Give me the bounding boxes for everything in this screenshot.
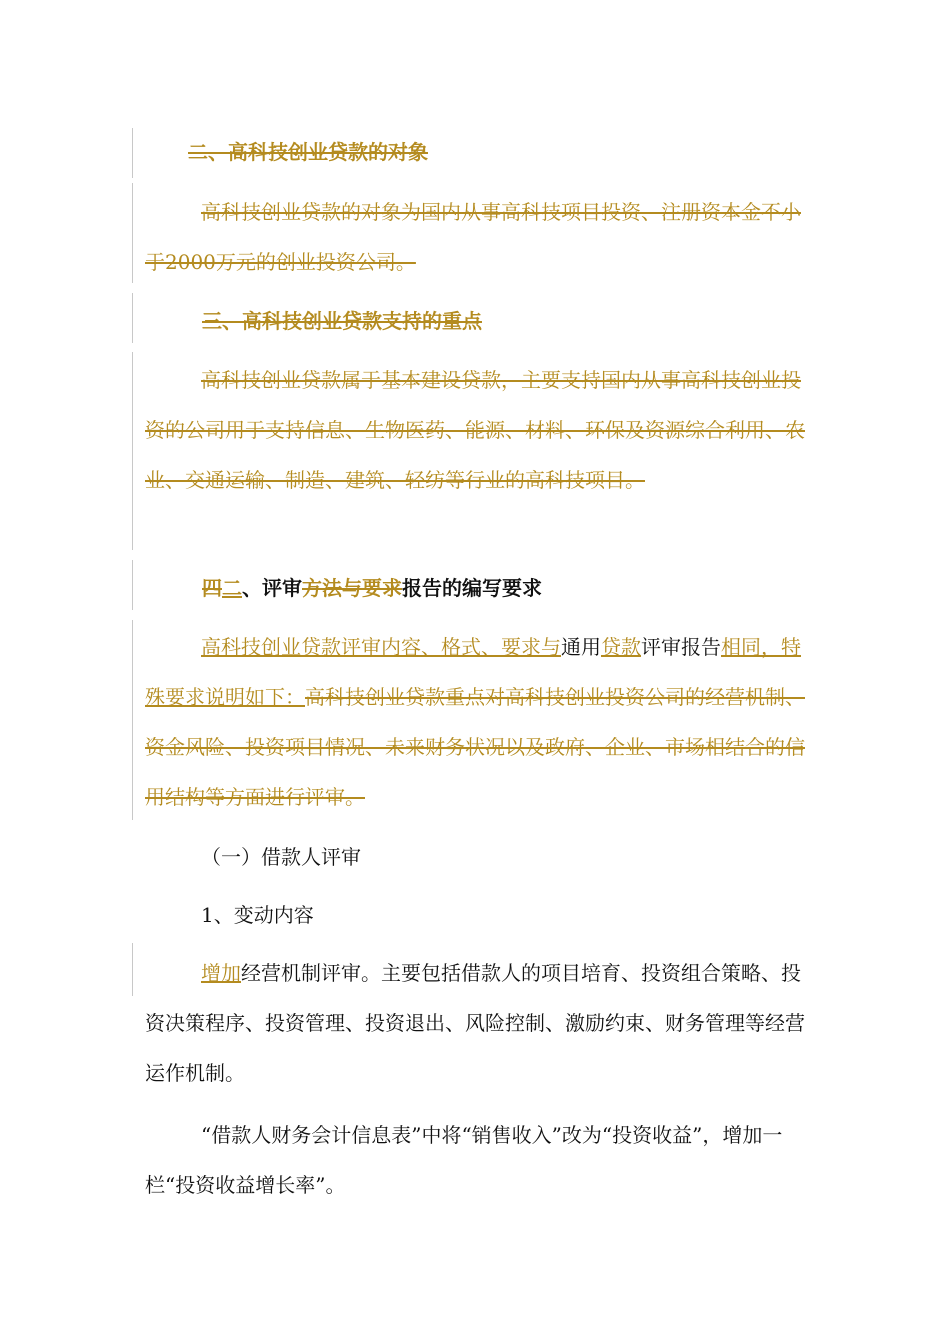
- body-text: 经营机制评审。主要包括借款人的项目培育、投资组合策略、投资决策程序、投资管理、投资退出、风险控制、激励约束、财务管理等经营运作机制。: [145, 961, 805, 1085]
- inserted-text: 相同，特殊要求说明如下：: [145, 635, 801, 709]
- heading-text: 报告的编写要求: [402, 576, 542, 600]
- deleted-text: 二、高科技创业贷款的对象: [188, 140, 428, 164]
- inserted-text: 贷款: [601, 635, 641, 659]
- deleted-text: 三、高科技创业贷款支持的重点: [202, 309, 482, 333]
- section-2-heading: [188, 127, 808, 177]
- deleted-text: 高科技创业贷款重点对高科技创业投资公司的经营机制、资金风险、投资项目情况、未来财务状况以及政府、企业、市场相结合的信用结构等方面进行评审。: [145, 685, 805, 809]
- section-3-body: [145, 355, 810, 505]
- section-4-body: [145, 622, 810, 822]
- paragraph-operating-mechanism: [145, 948, 810, 1098]
- change-bar: [132, 293, 133, 343]
- inserted-text: 高科技创业贷款评审内容、格式、要求与: [201, 635, 561, 659]
- inserted-text: 增加: [201, 961, 241, 985]
- change-bar: [132, 183, 133, 283]
- deleted-text: 高科技创业贷款的对象为国内从事高科技项目投资、注册资本金不小于2000万元的创业投资公司。: [145, 200, 801, 274]
- deleted-text: 方法与要求: [302, 576, 402, 600]
- section-3-heading: [202, 296, 808, 346]
- deleted-text: 四: [202, 576, 222, 600]
- subheading-text: 1、变动内容: [201, 903, 314, 927]
- section-4-heading: [202, 563, 808, 613]
- section-2-body: [145, 187, 810, 287]
- subheading-changes: [145, 890, 810, 940]
- body-text: 通用: [561, 635, 601, 659]
- inserted-text: 二: [222, 576, 242, 600]
- body-text: 评审报告: [641, 635, 721, 659]
- subheading-borrower-review: [145, 832, 810, 882]
- body-text: “借款人财务会计信息表”中将“销售收入”改为“投资收益”，增加一栏“投资收益增长率”。: [145, 1123, 783, 1197]
- paragraph-financial-table: [145, 1110, 810, 1210]
- subheading-text: （一）借款人评审: [201, 845, 361, 869]
- change-bar: [132, 620, 133, 820]
- change-bar: [132, 943, 133, 996]
- change-bar: [132, 128, 133, 178]
- deleted-text: 高科技创业贷款属于基本建设贷款，主要支持国内从事高科技创业投资的公司用于支持信息、生物医药、能源、材料、环保及资源综合利用、农业、交通运输、制造、建筑、轻纺等行业的高科技项目。: [145, 368, 805, 492]
- change-bar: [132, 352, 133, 550]
- heading-text: 、评审: [242, 576, 302, 600]
- change-bar: [132, 560, 133, 610]
